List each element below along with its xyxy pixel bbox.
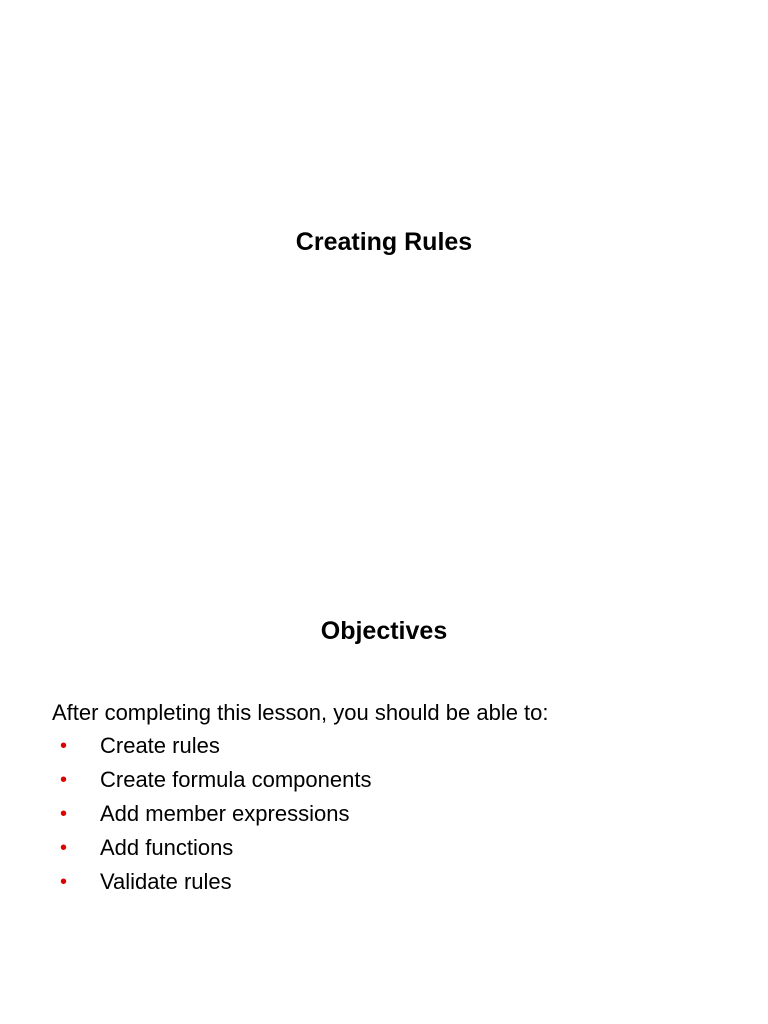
bullet-text: Add functions [100,835,234,860]
bullet-text: Add member expressions [100,801,350,826]
bullet-icon: • [60,837,68,859]
slide-title-creating-rules: Creating Rules [295,228,473,256]
bullet-icon: • [60,871,68,893]
bullet-icon: • [60,803,68,825]
bullet-text: Validate rules [100,869,232,894]
slide-title-objectives: Objectives [320,617,448,645]
objectives-intro: After completing this lesson, you should be able to: [52,700,549,725]
bullet-text: Create formula components [100,767,372,792]
bullet-icon: • [60,769,68,791]
bullet-text: Create rules [100,733,220,758]
bullet-icon: • [60,735,68,757]
